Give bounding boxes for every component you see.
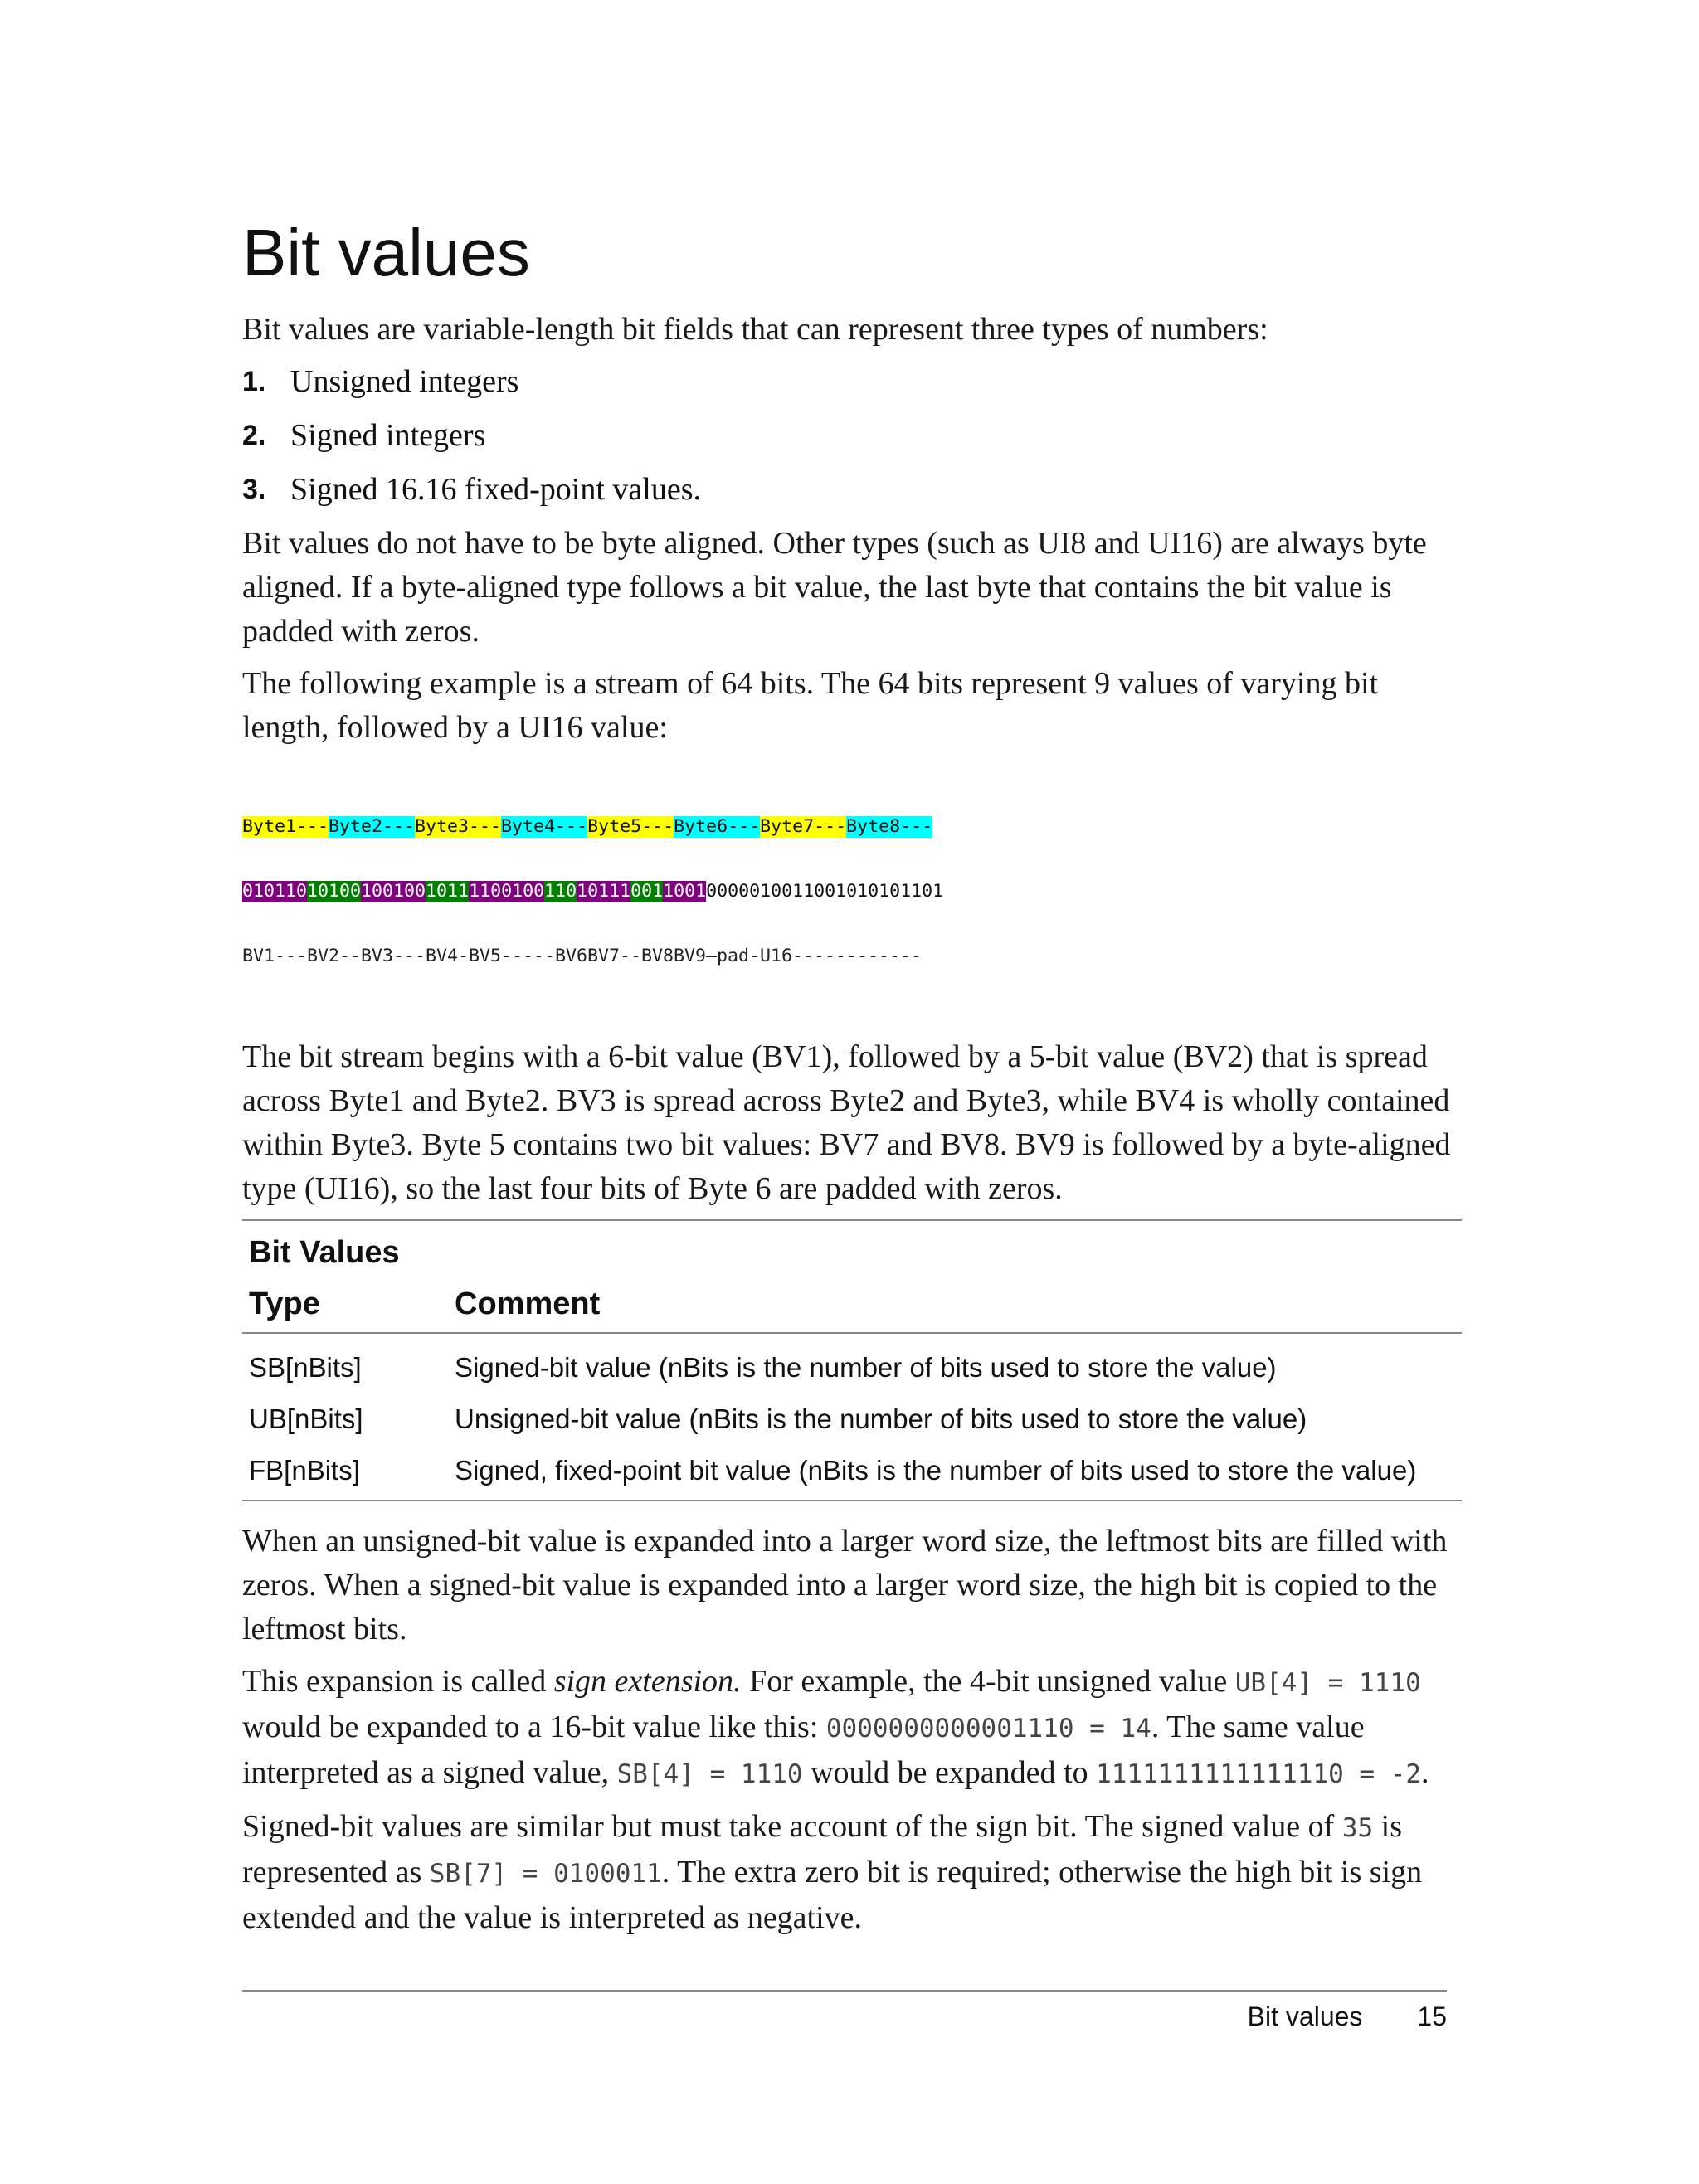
bit-value-segment: 010110	[242, 881, 308, 902]
code-snippet: 35	[1341, 1813, 1374, 1843]
expansion-paragraph: When an unsigned-bit value is expanded into a larger word size, the leftmost bits are filled with zeros. When a signed-bit value is expanded into a larger word size, the high bit is copied to the leftmost bits.	[242, 1524, 1448, 1647]
list-number: 2.	[242, 420, 266, 451]
table-bottom-rule	[242, 1500, 1462, 1501]
emphasis-term: sign extension.	[553, 1664, 742, 1699]
text-run: is represented as	[242, 1809, 1403, 1890]
intro-paragraph: Bit values are variable-length bit fields that can represent three types of numbers:	[242, 312, 1268, 347]
bytes-row	[242, 816, 1462, 838]
comment-column-header: Comment	[448, 1274, 1462, 1333]
page-title: Bit values	[242, 216, 530, 289]
footer-rule	[242, 1990, 1447, 1992]
text-run: .	[1421, 1755, 1429, 1790]
bit-values-table	[242, 1274, 1462, 1500]
type-cell: SB[nBits]	[249, 1352, 362, 1383]
code-snippet: UB[4] = 1110	[1234, 1668, 1421, 1698]
table-row	[242, 1333, 1462, 1385]
bit-value-segment: 110	[544, 881, 577, 902]
text-run: This expansion is called	[242, 1664, 554, 1699]
table-header-row	[242, 1274, 1462, 1333]
table-row	[242, 1437, 1462, 1500]
list-number: 3.	[242, 474, 266, 505]
alignment-paragraph: Bit values do not have to be byte aligned. Other types (such as UI8 and UI16) are always byte aligned. If a byte-aligned type follows a bit value, the last byte that contains the bit value is padded with zeros.	[242, 526, 1427, 649]
code-snippet: 0000000000001110 = 14	[825, 1714, 1151, 1744]
comment-cell: Unsigned-bit value (nBits is the number of bits used to store the value)	[455, 1403, 1307, 1434]
bit-value-segment: 0000010011001010101101	[706, 881, 944, 902]
table-row	[242, 1385, 1462, 1437]
byte-label-segment: Byte2---	[329, 816, 416, 837]
bit-value-segment: 10100	[307, 881, 362, 902]
list-item	[242, 414, 1462, 458]
text-run: would be expanded to a 16-bit value like this:	[242, 1710, 826, 1744]
bits-row	[242, 881, 1462, 902]
byte-label-segment: Byte7---	[760, 816, 847, 837]
type-cell: UB[nBits]	[249, 1403, 363, 1434]
list-number: 1.	[242, 366, 266, 397]
bit-value-segment: 10111	[577, 881, 631, 902]
number-types-list	[242, 360, 1462, 512]
sign-extension-paragraph	[242, 1660, 1462, 1797]
code-snippet: SB[7] = 0100011	[429, 1859, 662, 1889]
stream-explanation-paragraph: The bit stream begins with a 6-bit value (BV1), followed by a 5-bit value (BV2) that is spread across Byte1 and Byte2. BV3 is spread across Byte2 and Byte3, while BV4 is wholly contained within Byte3. Byte 5 contains two bit values: BV7 and BV8. BV9 is followed by a byte-aligned type (UI16), so the last four bits of Byte 6 are padded with zeros.	[242, 1039, 1451, 1206]
byte-label-segment: Byte6---	[674, 816, 761, 837]
bit-value-segment: 1100100	[469, 881, 545, 902]
text-run: Signed-bit values are similar but must take account of the sign bit. The signed value of	[242, 1809, 1342, 1844]
comment-cell: Signed-bit value (nBits is the number of bits used to store the value)	[455, 1352, 1277, 1383]
page-content	[242, 216, 1462, 1948]
list-text: Signed integers	[290, 418, 486, 453]
byte-label-segment: Byte5---	[587, 816, 674, 837]
text-run: For example, the 4-bit unsigned value	[741, 1664, 1235, 1699]
text-run: . The extra zero bit is required; otherwise the high bit is sign extended and the value is interpreted as negative.	[242, 1855, 1423, 1935]
page-number: 15	[1417, 2002, 1447, 2031]
byte-label-segment: Byte8---	[846, 816, 933, 837]
list-text: Unsigned integers	[290, 364, 519, 399]
list-item	[242, 360, 1462, 404]
byte-label-segment: Byte4---	[501, 816, 588, 837]
footer-section-title: Bit values	[1247, 2002, 1363, 2031]
bit-stream-example	[242, 773, 1462, 1010]
code-snippet: SB[4] = 1110	[616, 1759, 803, 1789]
byte-label-segment: Byte1---	[242, 816, 329, 837]
list-text: Signed 16.16 fixed-point values.	[290, 472, 701, 507]
table-title: Bit Values	[249, 1235, 400, 1270]
bit-value-segment: 1001	[663, 881, 707, 902]
text-run: would be expanded to	[802, 1755, 1097, 1790]
legend-row: BV1---BV2--BV3---BV4-BV5-----BV6BV7--BV8BV9—pad-U16------------	[242, 946, 923, 966]
type-cell: FB[nBits]	[249, 1455, 360, 1486]
example-paragraph: The following example is a stream of 64 bits. The 64 bits represent 9 values of varying bit length, followed by a UI16 value:	[242, 666, 1379, 745]
bit-value-segment: 100100	[361, 881, 426, 902]
signed-bit-paragraph	[242, 1805, 1462, 1940]
byte-label-segment: Byte3---	[415, 816, 502, 837]
page-footer	[1248, 2002, 1447, 2032]
bit-value-segment: 001	[630, 881, 664, 902]
comment-cell: Signed, fixed-point bit value (nBits is the number of bits used to store the value)	[455, 1455, 1417, 1486]
list-item	[242, 468, 1462, 512]
table-top-rule	[242, 1219, 1462, 1221]
code-snippet: 1111111111111110 = -2	[1096, 1759, 1422, 1789]
bit-value-segment: 1011	[426, 881, 470, 902]
type-column-header: Type	[242, 1274, 448, 1333]
text-run: . The same value interpreted as a signed value,	[242, 1710, 1365, 1790]
